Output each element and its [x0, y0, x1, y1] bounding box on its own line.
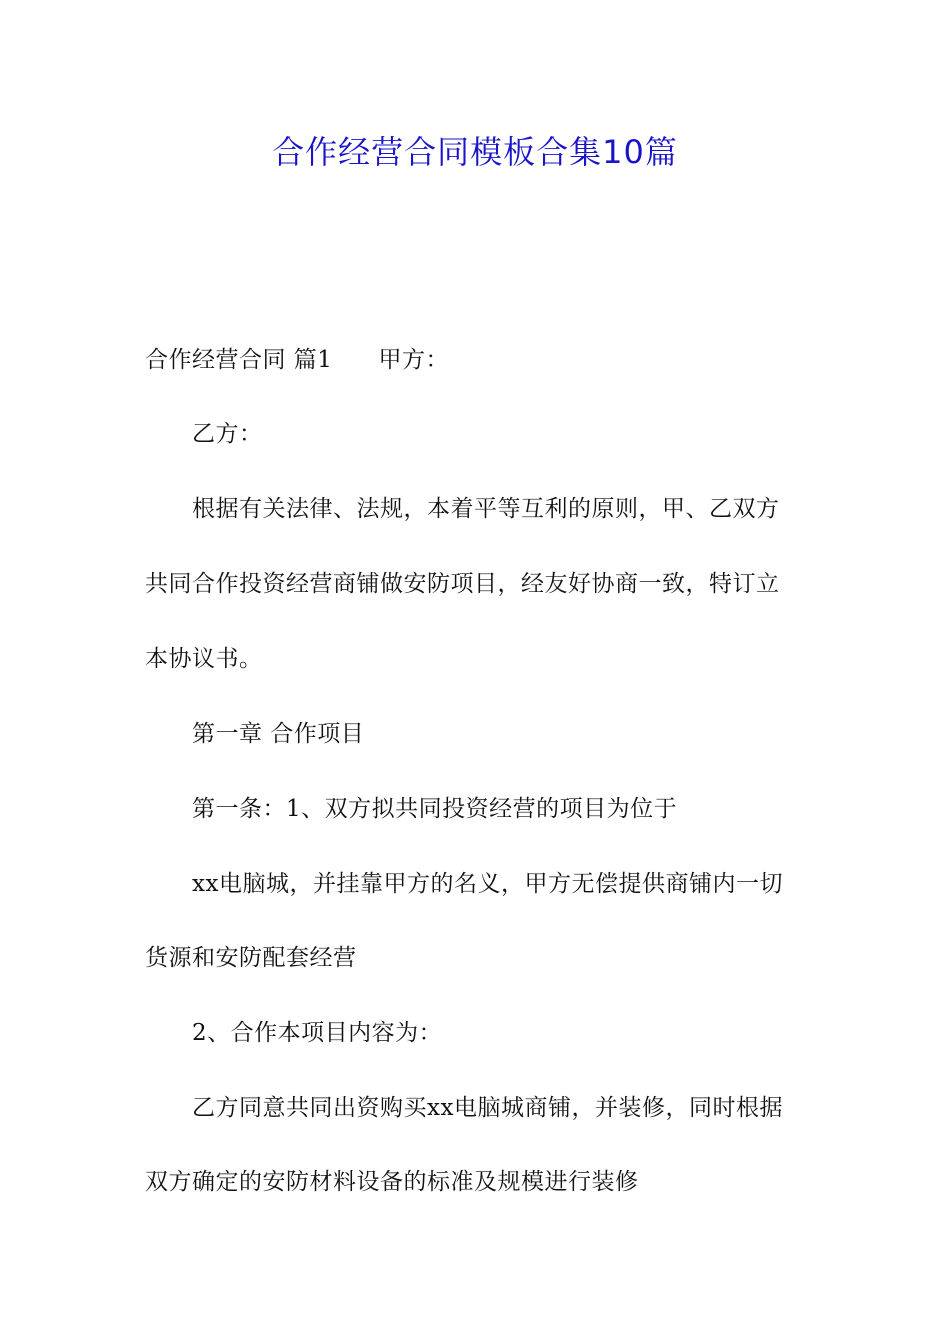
paragraph-line: 本协议书。	[145, 646, 263, 672]
document-title: 合作经营合同模板合集10篇	[272, 133, 678, 171]
paragraph-line: 根据有关法律、法规，本着平等互利的原则，甲、乙双方	[192, 496, 780, 522]
chapter-heading: 第一章 合作项目	[192, 721, 365, 747]
paragraph-line: xx电脑城，并挂靠甲方的名义，甲方无偿提供商铺内一切	[192, 871, 783, 897]
paragraph-line: 2、合作本项目内容为：	[192, 1020, 443, 1046]
section-heading: 合作经营合同 篇1	[145, 347, 333, 373]
party-a-label: 甲方：	[378, 347, 449, 373]
paragraph-line: 第一条：1、双方拟共同投资经营的项目为位于	[192, 796, 678, 822]
party-b-label: 乙方：	[192, 421, 263, 447]
paragraph-line: 双方确定的安防材料设备的标准及规模进行装修	[145, 1169, 639, 1195]
paragraph-line: 共同合作投资经营商铺做安防项目，经友好协商一致，特订立	[145, 571, 780, 597]
paragraph-line: 货源和安防配套经营	[145, 945, 357, 971]
section-heading-line	[145, 344, 810, 376]
paragraph-line: 乙方同意共同出资购买xx电脑城商铺，并装修，同时根据	[192, 1095, 783, 1121]
